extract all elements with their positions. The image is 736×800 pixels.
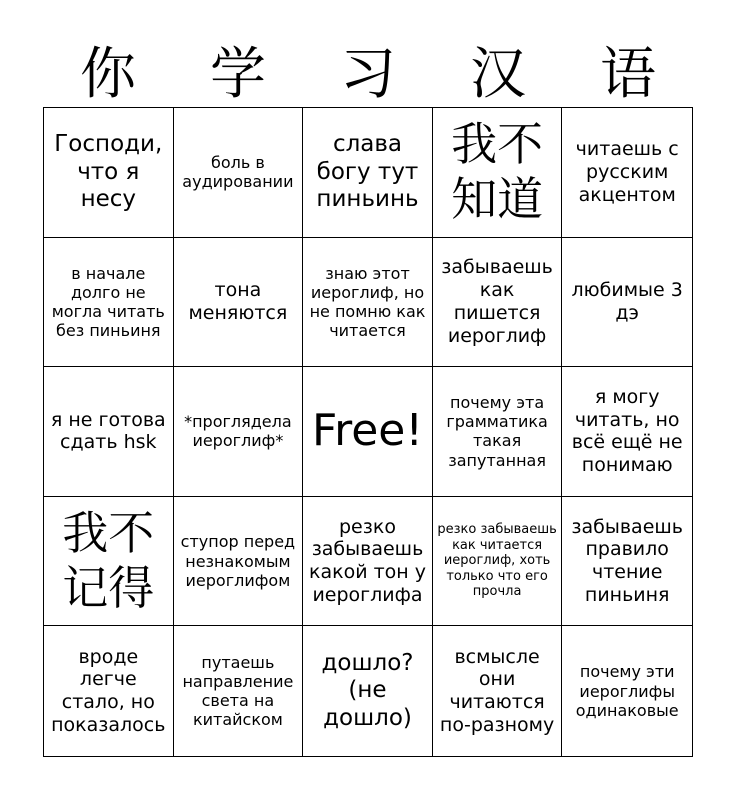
bingo-cell-text: почему эти иероглифы одинаковые (575, 662, 679, 720)
bingo-cell-text: дошло? (не дошло) (321, 649, 414, 731)
bingo-cell-text: ступор перед незнакомым иероглифом (180, 532, 296, 590)
bingo-cell-text: я не готова сдать hsk (50, 408, 166, 454)
title-char: 语 (600, 42, 656, 107)
bingo-cell-text: 我不知道 (451, 117, 544, 227)
bingo-cell[interactable] (562, 367, 692, 497)
bingo-cell-text: читаешь с русским акцентом (575, 138, 679, 206)
bingo-cell[interactable] (44, 367, 174, 497)
bingo-cell-text: резко забываешь какой тон у иероглифа (308, 515, 426, 606)
bingo-cell-text: Free! (311, 405, 423, 457)
bingo-cell[interactable] (174, 497, 304, 627)
title-header (43, 40, 693, 110)
bingo-cell[interactable] (433, 238, 563, 368)
bingo-cell[interactable] (174, 367, 304, 497)
bingo-cell-text: в начале долго не могла читать без пиньиня (51, 263, 165, 341)
bingo-cell-text: 我不记得 (62, 505, 155, 616)
bingo-cell-text: путаешь направление света на китайском (182, 652, 294, 730)
bingo-cell[interactable] (433, 367, 563, 497)
bingo-cell-text: я могу читать, но всё ещё не понимаю (571, 385, 683, 477)
title-char: 汉 (470, 42, 526, 107)
bingo-cell-text: тона меняются (188, 279, 288, 324)
bingo-cell[interactable] (174, 626, 304, 756)
bingo-cell[interactable] (303, 238, 433, 368)
bingo-cell-text: почему эта грамматика такая запутанная (446, 393, 548, 470)
bingo-cell[interactable] (303, 626, 433, 756)
bingo-cell[interactable] (303, 497, 433, 627)
bingo-cell-text: резко забываешь как читается иероглиф, хоть только что его прочла (437, 522, 557, 600)
bingo-cell[interactable] (562, 238, 692, 368)
title-char: 你 (80, 42, 136, 107)
bingo-cell-text: *проглядела иероглиф* (184, 412, 292, 451)
bingo-cell[interactable] (303, 367, 433, 497)
bingo-cell[interactable] (433, 626, 563, 756)
bingo-cell-text: вроде легче стало, но показалось (51, 645, 166, 736)
bingo-cell-text: любимые 3 дэ (571, 279, 683, 324)
bingo-cell-text: слава богу тут пиньинь (316, 130, 419, 213)
bingo-cell[interactable] (562, 626, 692, 756)
bingo-cell[interactable] (174, 238, 304, 368)
bingo-cell-text: знаю этот иероглиф, но не помню как читается (309, 263, 426, 341)
bingo-cell-text: Господи, что я несу (54, 130, 163, 213)
bingo-cell[interactable] (433, 108, 563, 238)
bingo-cell[interactable] (562, 108, 692, 238)
bingo-cell[interactable] (174, 108, 304, 238)
bingo-cell[interactable] (433, 497, 563, 627)
bingo-cell-text: забываешь правило чтение пиньиня (571, 515, 683, 606)
bingo-cell[interactable] (303, 108, 433, 238)
title-char: 习 (340, 42, 396, 107)
bingo-grid (43, 107, 693, 757)
bingo-cell-text: боль в аудировании (182, 153, 294, 192)
bingo-cell-text: всмысле они читаются по-разному (439, 645, 555, 736)
bingo-cell[interactable] (44, 626, 174, 756)
bingo-cell[interactable] (44, 238, 174, 368)
bingo-cell[interactable] (44, 108, 174, 238)
title-char: 学 (210, 42, 266, 107)
bingo-cell-text: забываешь как пишется иероглиф (441, 256, 553, 347)
bingo-cell[interactable] (562, 497, 692, 627)
bingo-cell[interactable] (44, 497, 174, 627)
